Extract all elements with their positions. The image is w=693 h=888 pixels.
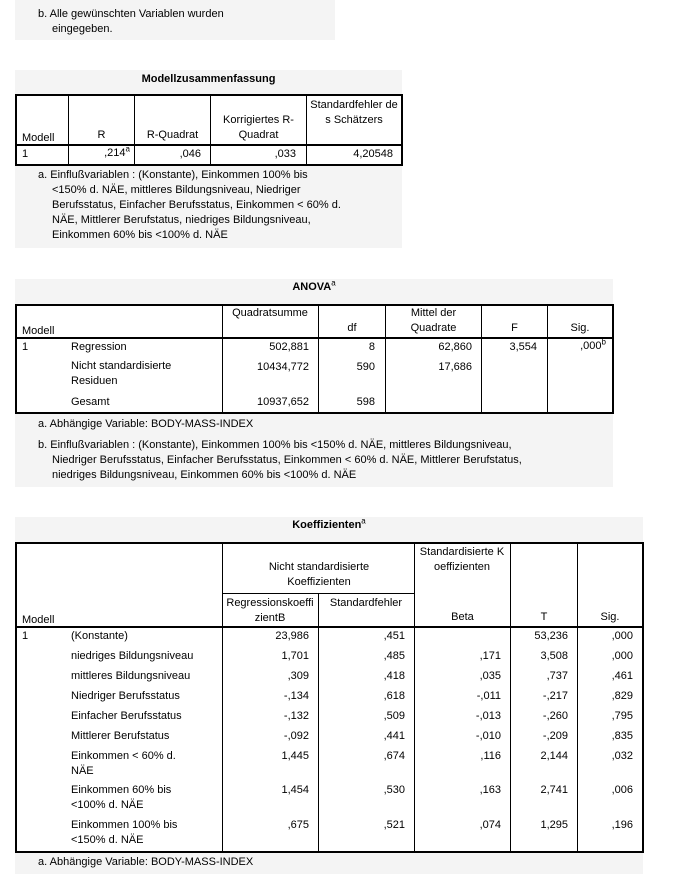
anova-header-df: df xyxy=(347,322,357,334)
coef-row-sig: ,000 xyxy=(611,630,633,642)
coef-row-b: -,092 xyxy=(283,730,309,742)
coef-row-sig: ,795 xyxy=(611,710,633,722)
top-footnote-b: b. Alle gewünschten Variablen wurden eingegeben. xyxy=(38,8,224,35)
anova-row-df: 8 xyxy=(368,341,375,353)
coef-row-beta: -,011 xyxy=(476,690,501,702)
anova-footnote-a: a. Abhängige Variable: BODY-MASS-INDEX xyxy=(38,418,254,430)
coef-row-label: Mittlerer Berufstatus xyxy=(71,730,170,742)
coef-row-b: 1,701 xyxy=(281,650,309,662)
coef-header-b: RegressionskoeffizientB xyxy=(226,597,314,624)
anova-row-ms: 17,686 xyxy=(438,361,472,373)
coef-row-sig: ,032 xyxy=(611,750,633,762)
coefficients-title: Koeffizienten$^a$ xyxy=(292,516,366,531)
coef-row-beta: ,116 xyxy=(480,750,501,762)
coef-header-beta: Beta xyxy=(451,611,474,623)
coef-row-t: -,260 xyxy=(542,710,568,722)
coef-row-label: Einkommen 100% bis <150% d. NÄE xyxy=(71,819,178,846)
coef-row-label: Einfacher Berufsstatus xyxy=(71,710,182,722)
ms-row-modell: 1 xyxy=(22,148,29,160)
coef-row-beta: -,013 xyxy=(475,710,501,722)
anova-header-ms: Mittel der Quadrate xyxy=(410,307,457,334)
ms-header-r: R xyxy=(97,129,106,141)
coef-row-label: Einkommen < 60% d. NÄE xyxy=(71,750,176,777)
anova-row-sig: ,000$^b$ xyxy=(580,337,606,352)
coef-row-label: (Konstante) xyxy=(71,630,128,642)
anova-header-f: F xyxy=(511,322,518,334)
anova-row-label: Regression xyxy=(71,341,127,353)
model-summary-title: Modellzusammenfassung xyxy=(141,73,276,85)
coef-footnote-a: a. Abhängige Variable: BODY-MASS-INDEX xyxy=(38,856,254,868)
ms-header-adj-rsq: Korrigiertes R-Quadrat xyxy=(223,114,294,141)
coef-row-sig: ,006 xyxy=(611,784,633,796)
coef-row-t: 53,236 xyxy=(534,630,568,642)
anova-footnote-b: b. Einflußvariablen : (Konstante), Einkommen 100% bis <150% d. NÄE, mittleres Bildungsniveau, Niedriger Berufsstatus, Einfacher Berufsstatus, Einkommen < 60% d. NÄE, Mittlerer Berufstatus, niedriges Bildungsniveau, Einkommen 60% bis <100% d. NÄE xyxy=(38,439,522,481)
coef-header-sig: Sig. xyxy=(600,611,620,623)
anova-row-label: Nicht standardisierte Residuen xyxy=(71,360,172,387)
anova-row-ss: 502,881 xyxy=(269,341,309,353)
ms-header-se: Standardfehler des Schätzers xyxy=(310,99,398,126)
coef-model-number: 1 xyxy=(22,630,29,642)
coef-row-beta: -,010 xyxy=(475,730,501,742)
coef-row-t: 1,295 xyxy=(540,819,568,831)
ms-header-rsq: R-Quadrat xyxy=(146,129,199,141)
coef-row-se: ,521 xyxy=(383,819,405,831)
coef-row-t: 2,741 xyxy=(540,784,568,796)
coef-row-label: niedriges Bildungsniveau xyxy=(71,650,194,662)
coef-header-std: Standardisierte Koeffizienten xyxy=(419,546,505,573)
coef-header-se: Standardfehler xyxy=(329,597,403,609)
anova-row-f: 3,554 xyxy=(509,341,537,353)
coef-row-sig: ,835 xyxy=(611,730,633,742)
coef-row-sig: ,196 xyxy=(611,819,633,831)
ms-row-rsq: ,046 xyxy=(179,148,201,160)
anova-row-label: Gesamt xyxy=(71,396,110,408)
ms-header-modell: Modell xyxy=(22,132,55,144)
anova-row-ss: 10937,652 xyxy=(257,396,309,408)
coef-row-label: mittleres Bildungsniveau xyxy=(71,670,191,682)
coef-row-beta: ,035 xyxy=(479,670,501,682)
coef-header-modell: Modell xyxy=(22,614,55,626)
coef-row-se: ,451 xyxy=(383,630,405,642)
coef-row-b: -,132 xyxy=(283,710,309,722)
coef-row-b: 1,454 xyxy=(281,784,309,796)
coef-row-beta: ,171 xyxy=(479,650,501,662)
coef-row-b: ,675 xyxy=(287,819,309,831)
coef-row-sig: ,000 xyxy=(611,650,633,662)
anova-row-df: 598 xyxy=(356,396,375,408)
coef-row-label: Einkommen 60% bis <100% d. NÄE xyxy=(71,784,172,811)
coef-row-sig: ,461 xyxy=(611,670,633,682)
coef-row-sig: ,829 xyxy=(611,690,633,702)
coef-row-beta: ,074 xyxy=(479,819,501,831)
coef-row-label: Niedriger Berufsstatus xyxy=(71,690,180,702)
anova-header-ss: Quadratsumme xyxy=(232,307,308,319)
coef-row-t: -,209 xyxy=(542,730,568,742)
anova-row-ms: 62,860 xyxy=(438,341,472,353)
coef-header-unstd: Nicht standardisierte Koeffizienten xyxy=(268,561,370,588)
coef-row-b: ,309 xyxy=(287,670,309,682)
anova-row-ss: 10434,772 xyxy=(257,361,309,373)
ms-row-adj-rsq: ,033 xyxy=(274,148,296,160)
coef-row-b: -,134 xyxy=(283,690,309,702)
coef-row-se: ,674 xyxy=(383,750,405,762)
coef-row-t: ,737 xyxy=(546,670,568,682)
anova-row-df: 590 xyxy=(356,361,375,373)
ms-row-r: ,214$^a$ xyxy=(104,144,130,159)
anova-header-sig: Sig. xyxy=(570,322,590,334)
coef-row-se: ,485 xyxy=(383,650,405,662)
coef-row-se: ,418 xyxy=(383,670,405,682)
coef-row-beta: ,163 xyxy=(479,784,501,796)
coef-header-t: T xyxy=(540,611,548,623)
coef-row-b: 23,986 xyxy=(275,630,309,642)
coef-row-t: -,217 xyxy=(542,690,568,702)
coef-row-b: 1,445 xyxy=(281,750,309,762)
anova-header-modell: Modell xyxy=(22,325,55,337)
anova-title: ANOVA$^a$ xyxy=(292,278,336,293)
coef-row-t: 3,508 xyxy=(540,650,568,662)
coef-row-se: ,618 xyxy=(383,690,405,702)
coef-row-se: ,441 xyxy=(383,730,405,742)
ms-row-se: 4,20548 xyxy=(353,148,393,160)
coef-row-se: ,530 xyxy=(383,784,405,796)
ms-footnote: a. Einflußvariablen : (Konstante), Einkommen 100% bis <150% d. NÄE, mittleres Bildungsniveau, Niedriger Berufsstatus, Einfacher Berufsstatus, Einkommen < 60% d. NÄE, Mittlerer Berufstatus, niedriges Bildungsniveau, Einkommen 60% bis <100% d. NÄE xyxy=(38,169,341,241)
coef-row-t: 2,144 xyxy=(540,750,568,762)
coef-row-se: ,509 xyxy=(383,710,405,722)
anova-model-number: 1 xyxy=(22,341,29,353)
